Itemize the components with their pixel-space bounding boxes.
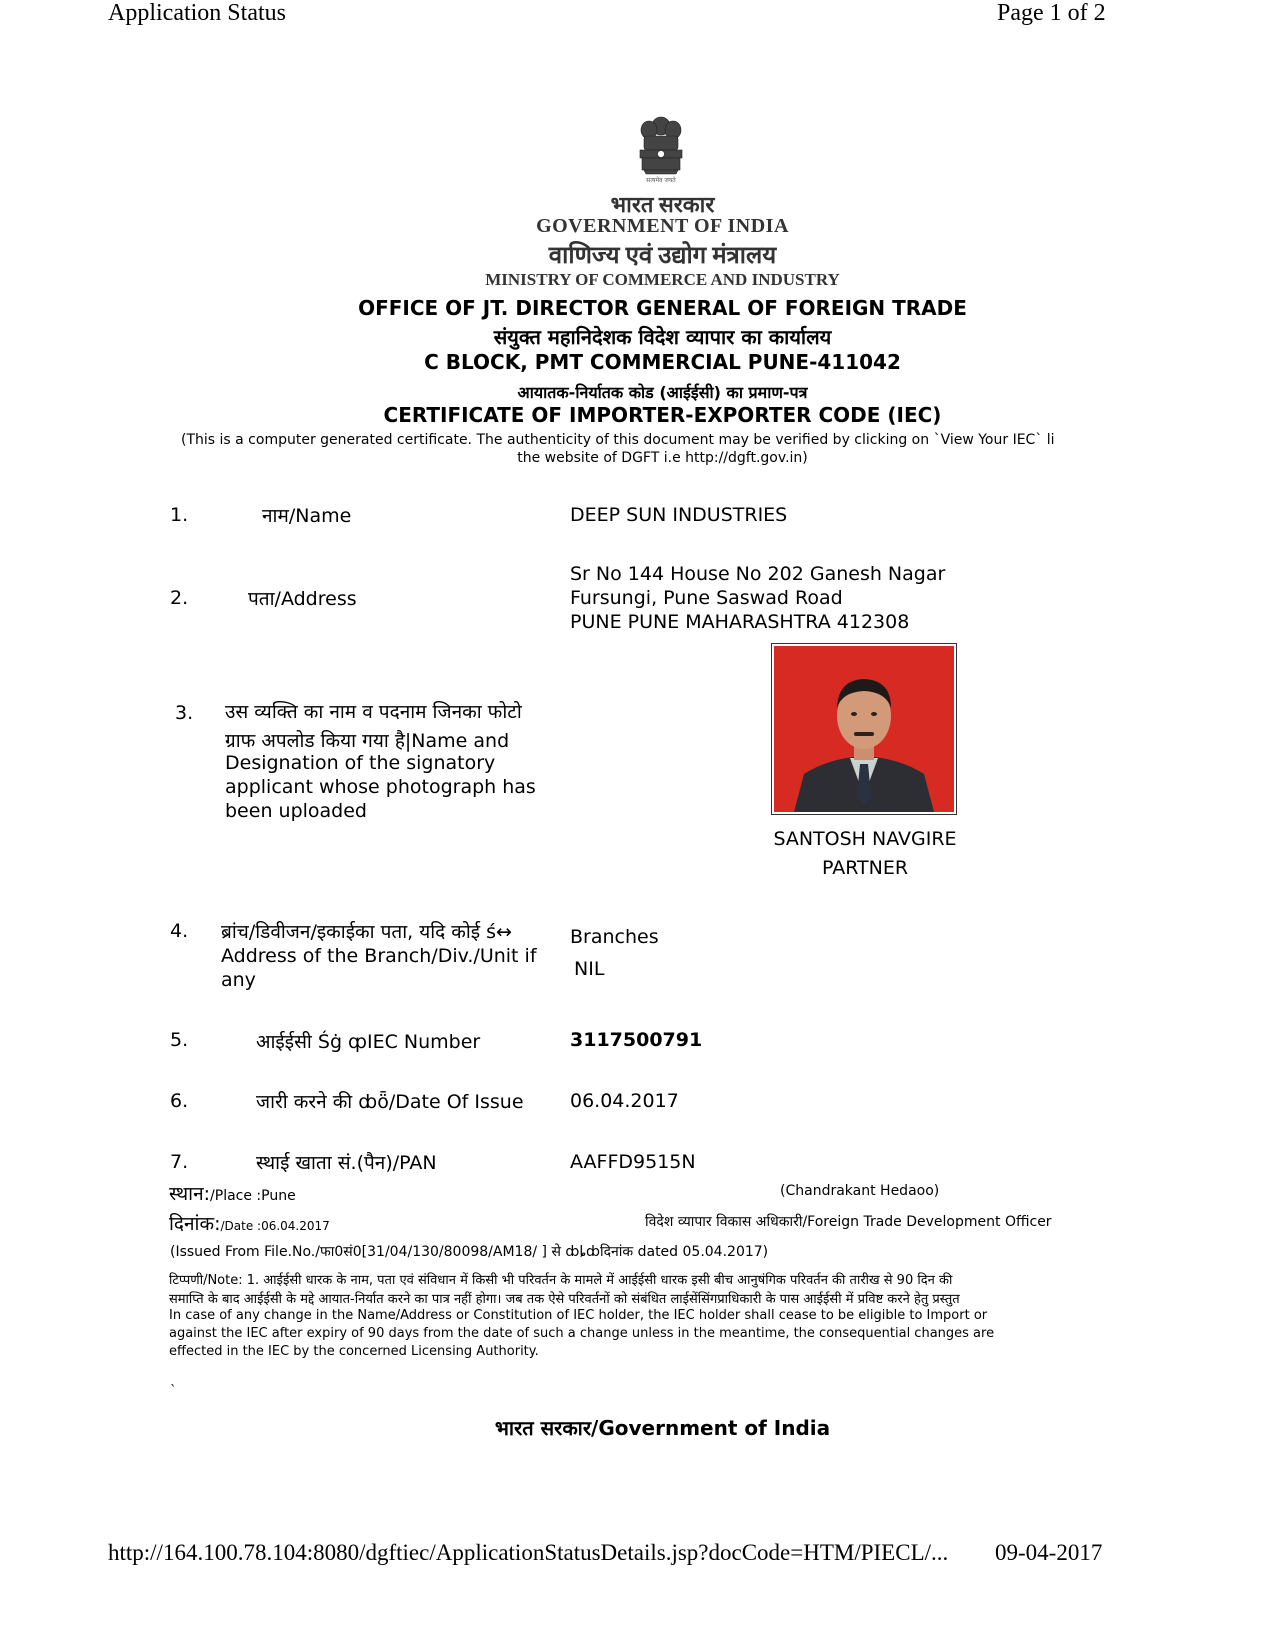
field-1-value: DEEP SUN INDUSTRIES xyxy=(570,504,788,526)
field-1-label: नाम/Name xyxy=(262,505,352,527)
national-emblem-icon xyxy=(630,112,692,184)
date-english: /Date :06.04.2017 xyxy=(220,1219,330,1233)
field-3-label-line5: been uploaded xyxy=(225,800,367,822)
date-hindi: दिनांक: xyxy=(169,1213,221,1235)
date-line xyxy=(169,1210,330,1236)
footer-government: भारत सरकार/Government of India xyxy=(494,1416,831,1440)
note-hindi-line2: समाप्ति के बाद आईईसी के मद्दे आयात-निर्यात करने का पात्र नहीं होगा। जब तक ऐसे परिवर्तनों को संबंधित लाईसेंसिंगप्राधिकारी के पास आईईसी में प्रविष्ट करने हेतु प्रस्तुत xyxy=(169,1292,960,1307)
field-4-number: 4. xyxy=(170,920,189,942)
print-footer-date: 09-04-2017 xyxy=(995,1540,1103,1565)
field-4-label-line2: Address of the Branch/Div./Unit if xyxy=(221,945,537,967)
field-4-label-line3: any xyxy=(221,969,256,991)
signatory-designation: PARTNER xyxy=(821,857,909,879)
print-header-page: Page 1 of 2 xyxy=(997,0,1106,26)
note-hindi-line1: टिप्पणी/Note: 1. आईईसी धारक के नाम, पता एवं संविधान में किसी भी परिवर्तन के मामले में आईईसी धारक इसी बीच आनुषंगिक परिवर्तन की तारीख से 90 दिन की xyxy=(169,1273,953,1288)
note-english-line3: effected in the IEC by the concerned Licensing Authority. xyxy=(169,1344,539,1359)
note-english-line2: against the IEC after expiry of 90 days from the date of such a change unless in the meantime, the consequential changes are xyxy=(169,1326,995,1341)
field-6-label: जारी करने की ȸȫ/Date Of Issue xyxy=(256,1091,524,1113)
field-4-value: NIL xyxy=(574,958,605,980)
field-3-label-line3: Designation of the signatory xyxy=(225,752,496,774)
print-footer-url: http://164.100.78.104:8080/dgftiec/ApplicationStatusDetails.jsp?docCode=HTM/PIECL/... xyxy=(108,1540,949,1565)
field-7-label: स्थाई खाता सं.(पैन)/PAN xyxy=(256,1152,437,1174)
office-address: C BLOCK, PMT COMMERCIAL PUNE-411042 xyxy=(424,350,901,374)
field-7-number: 7. xyxy=(170,1151,189,1173)
cert-title-hindi: आयातक-निर्यातक कोड (आईईसी) का प्रमाण-पत्र xyxy=(517,383,808,402)
field-1-number: 1. xyxy=(170,504,189,526)
field-6-value: 06.04.2017 xyxy=(570,1090,679,1112)
office-hindi: संयुक्त महानिदेशक विदेश व्यापार का कार्यालय xyxy=(493,325,832,349)
stray-backtick: ` xyxy=(170,1384,177,1399)
field-3-number: 3. xyxy=(175,702,194,724)
field-3-label-line1: उस व्यक्ति का नाम व पदनाम जिनका फोटो xyxy=(225,701,522,723)
field-3-label-line4: applicant whose photograph has xyxy=(225,776,536,798)
cert-title-english: CERTIFICATE OF IMPORTER-EXPORTER CODE (IEC) xyxy=(383,403,942,427)
office-english: OFFICE OF JT. DIRECTOR GENERAL OF FOREIGN TRADE xyxy=(358,296,967,320)
field-6-number: 6. xyxy=(170,1090,189,1112)
field-5-number: 5. xyxy=(170,1029,189,1051)
cert-note-line1: (This is a computer generated certificate. The authenticity of this document may be verified by clicking on `View Your IEC` li xyxy=(181,432,1055,448)
signatory-name: SANTOSH NAVGIRE xyxy=(773,828,957,850)
field-2-value-line2: Fursungi, Pune Saswad Road xyxy=(570,587,843,609)
place-hindi: स्थान: xyxy=(169,1183,211,1205)
print-header-title: Application Status xyxy=(108,0,286,26)
officer-title: विदेश व्यापार विकास अधिकारी/Foreign Trade Development Officer xyxy=(645,1214,1052,1230)
field-2-value-line1: Sr No 144 House No 202 Ganesh Nagar xyxy=(570,563,946,585)
field-4-label-line1: ब्रांच/डिवीजन/इकाईका पता, यदि कोई ś↔ xyxy=(221,921,512,943)
field-4-branches-title: Branches xyxy=(570,926,659,948)
field-5-label: आईईसी Śġ ȹIEC Number xyxy=(256,1031,481,1053)
issued-from: (Issued From File.No./फा0सं0[31/04/130/80098/AM18/ ] से ȸȴȸदिनांक dated 05.04.2017) xyxy=(170,1244,769,1260)
cert-note-line2: the website of DGFT i.e http://dgft.gov.in) xyxy=(517,450,808,466)
field-2-number: 2. xyxy=(170,587,189,609)
ministry-english: MINISTRY OF COMMERCE AND INDUSTRY xyxy=(485,270,840,289)
note-english-line1: In case of any change in the Name/Address or Constitution of IEC holder, the IEC holder shall cease to be eligible to Import or xyxy=(169,1308,988,1323)
field-7-value: AAFFD9515N xyxy=(570,1151,696,1173)
place-line xyxy=(169,1180,296,1206)
ministry-hindi: वाणिज्य एवं उद्योग मंत्रालय xyxy=(548,243,777,269)
field-3-label-line2: ग्राफ अपलोड किया गया है|Name and xyxy=(225,730,510,752)
gov-hindi: भारत सरकार xyxy=(610,192,715,217)
officer-name: (Chandrakant Hedaoo) xyxy=(780,1183,940,1199)
place-english: /Place :Pune xyxy=(210,1188,296,1204)
field-5-value: 3117500791 xyxy=(570,1029,703,1051)
applicant-photo xyxy=(771,643,957,815)
field-2-value-line3: PUNE PUNE MAHARASHTRA 412308 xyxy=(570,611,910,633)
emblem-motto: सत्यमेव जयते xyxy=(646,177,676,184)
gov-english: GOVERNMENT OF INDIA xyxy=(536,215,789,237)
field-2-label: पता/Address xyxy=(248,588,357,610)
